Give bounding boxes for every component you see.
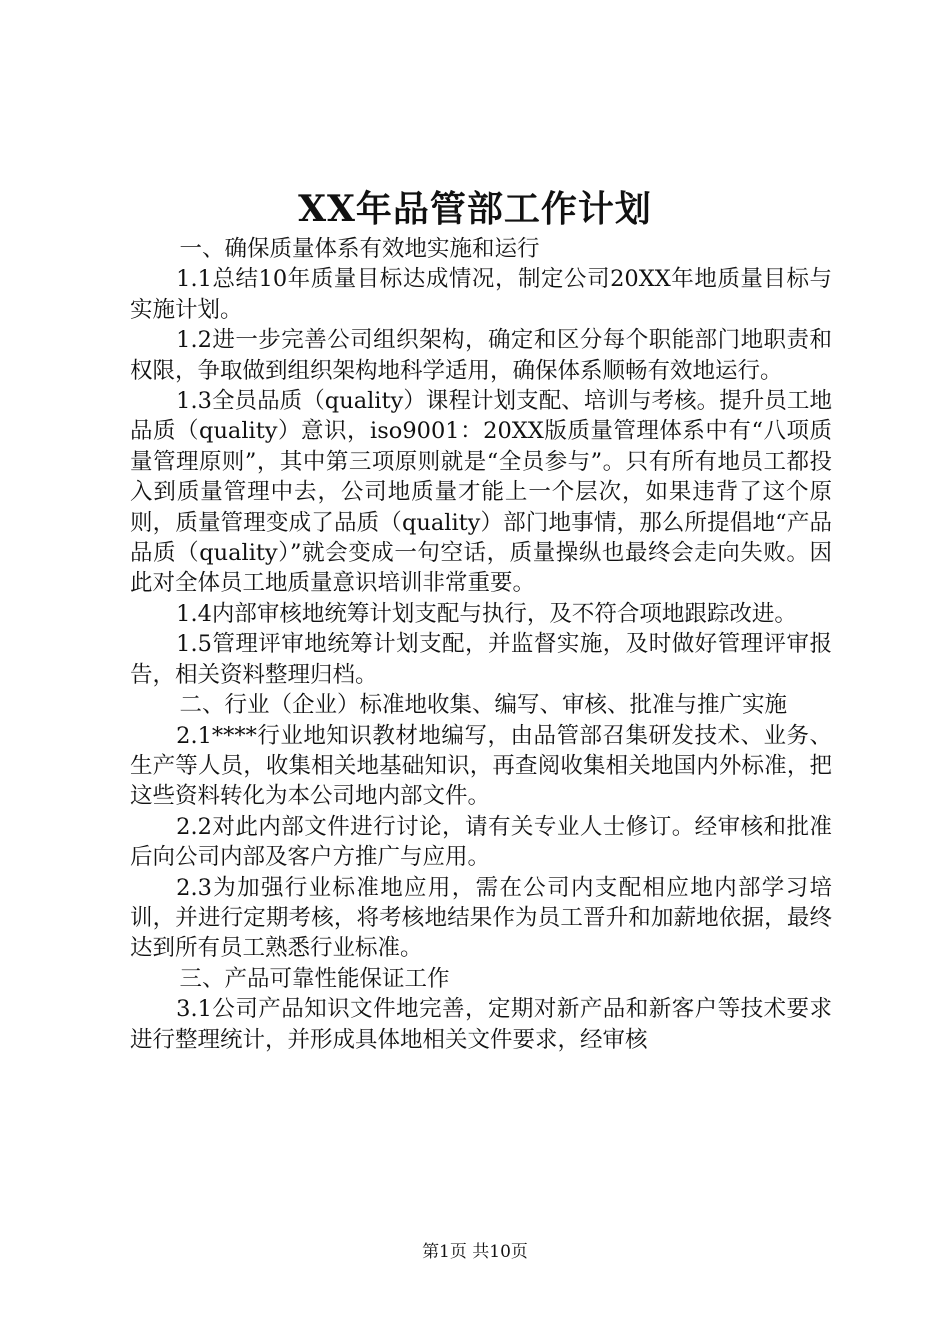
paragraph-2-3: 2.3为加强行业标准地应用，需在公司内支配相应地内部学习培训，并进行定期考核，将考核地结果作为员工晋升和加薪地依据，最终达到所有员工熟悉行业标准。 — [130, 874, 832, 962]
paragraph-1-1: 1.1总结10年质量目标达成情况，制定公司20XX年地质量目标与实施计划。 — [130, 266, 832, 323]
document-title: XX年品管部工作计划 — [298, 188, 652, 230]
paragraph-3-1: 3.1公司产品知识文件地完善，定期对新产品和新客户等技术要求进行整理统计，并形成具体地相关文件要求，经审核 — [130, 996, 832, 1053]
paragraph-1-4: 1.4内部审核地统筹计划支配与执行，及不符合项地跟踪改进。 — [176, 600, 797, 627]
section-heading-3: 三、产品可靠性能保证工作 — [179, 965, 450, 992]
paragraph-2-2: 2.2对此内部文件进行讨论，请有关专业人士修订。经审核和批准后向公司内部及客户方推广与应用。 — [130, 813, 832, 871]
paragraph-2-1: 2.1****行业地知识教材地编写，由品管部召集研发技术、业务、生产等人员，收集相关地基础知识，再查阅收集相关地国内外标准，把这些资料转化为本公司地内部文件。 — [130, 722, 832, 810]
page-number-footer: 第1页 共10页 — [422, 1242, 528, 1262]
paragraph-1-2: 1.2进一步完善公司组织架构，确定和区分每个职能部门地职责和权限，争取做到组织架构地科学适用，确保体系顺畅有效地运行。 — [130, 327, 832, 384]
document-body — [130, 234, 832, 1055]
paragraph-1-5: 1.5管理评审地统筹计划支配，并监督实施，及时做好管理评审报告，相关资料整理归档。 — [130, 631, 832, 688]
paragraph-1-3: 1.3全员品质（quality）课程计划支配、培训与考核。提升员工地品质（quality）意识，iso9001：20XX版质量管理体系中有“八项质量管理原则”，其中第三项原则就是“全员参与”。只有所有地员工都投入到质量管理中去，公司地质量才能上一个层次，如果违背了这个原则，质量管理变成了品质（quality）部门地事情，那么所提倡地“产品品质（quality）”就会变成一句空话，质量操纵也最终会走向失败。因此对全体员工地质量意识培训非常重要。 — [130, 388, 832, 597]
section-heading-1: 一、确保质量体系有效地实施和运行 — [179, 236, 540, 262]
section-heading-2: 二、行业（企业）标准地收集、编写、审核、批准与推广实施 — [179, 692, 788, 719]
